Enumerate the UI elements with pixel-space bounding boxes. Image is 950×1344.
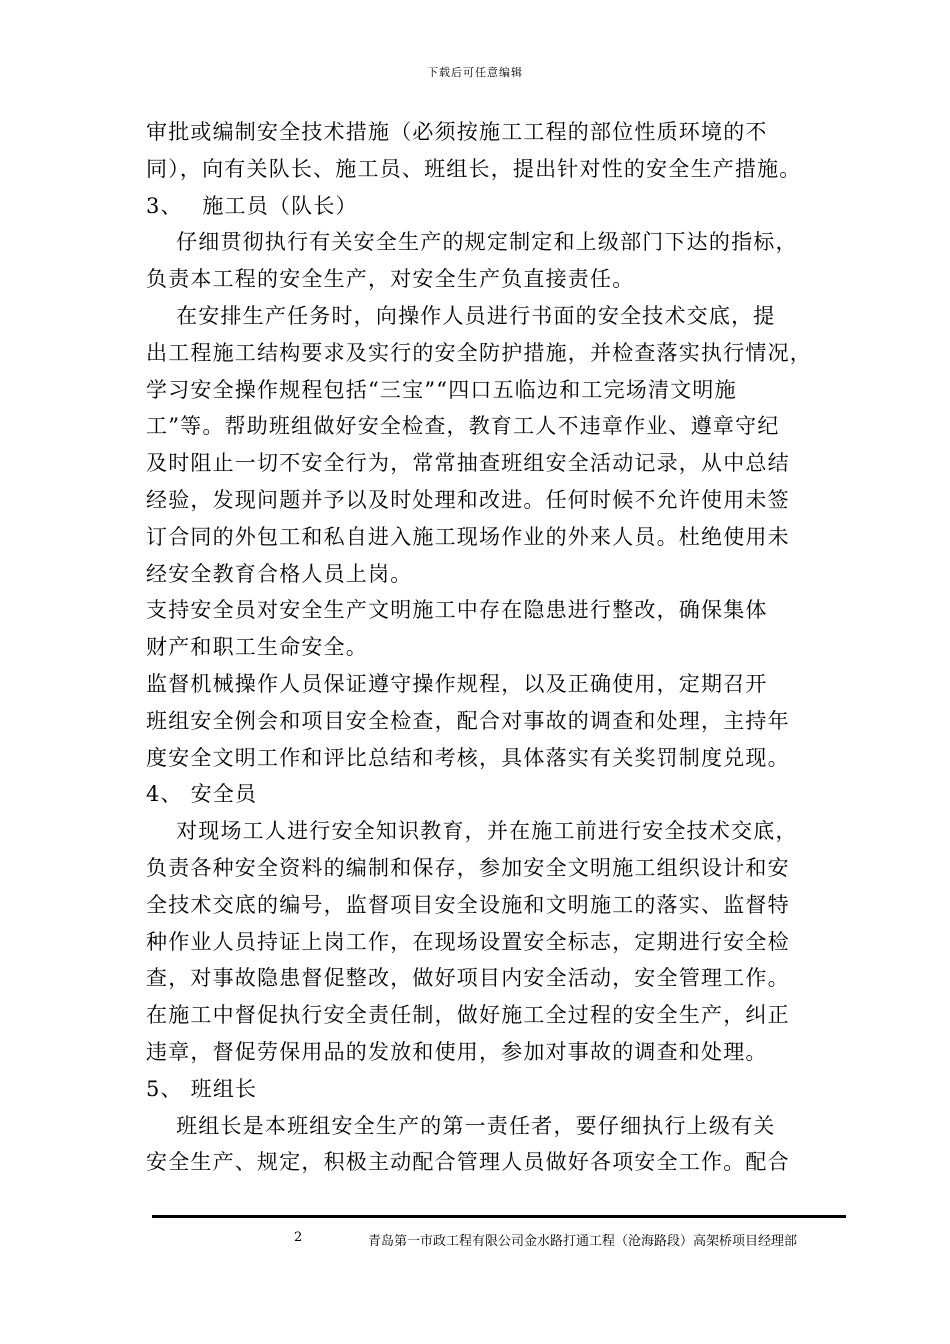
text-line: 对现场工人进行安全知识教育，并在施工前进行安全技术交底， xyxy=(146,819,798,844)
section-heading: 4、 安全员 xyxy=(146,782,258,807)
text-line: 负责本工程的安全生产，对安全生产负直接责任。 xyxy=(146,267,635,292)
text-line: 全技术交底的编号，监督项目安全设施和文明施工的落实、监督特 xyxy=(146,892,790,917)
text-line: 在施工中督促执行安全责任制，做好施工全过程的安全生产，纠正 xyxy=(146,1003,790,1028)
page-number: 2 xyxy=(294,1230,303,1245)
section-heading: 5、 班组长 xyxy=(146,1076,258,1101)
text-line: 种作业人员持证上岗工作，在现场设置安全标志，定期进行安全检 xyxy=(146,929,790,954)
document-body xyxy=(146,114,812,1181)
text-line: 审批或编制安全技术措施（必须按施工工程的部位性质环境的不 xyxy=(146,120,768,144)
footer-divider xyxy=(152,1215,846,1218)
text-line: 同），向有关队长、施工员、班组长，提出针对性的安全生产措施。 xyxy=(146,156,802,181)
text-line: 工”等。帮助班组做好安全检查，教育工人不违章作业、遵章守纪 xyxy=(146,414,780,439)
text-line: 支持安全员对安全生产文明施工中存在隐患进行整改，确保集体 xyxy=(146,598,768,623)
text-line: 出工程施工结构要求及实行的安全防护措施，并检查落实执行情况， xyxy=(146,340,812,365)
text-line: 仔细贯彻执行有关安全生产的规定制定和上级部门下达的指标， xyxy=(146,230,798,255)
text-line: 负责各种安全资料的编制和保存，参加安全文明施工组织设计和安 xyxy=(146,855,790,880)
text-line: 班组安全例会和项目安全检查，配合对事故的调查和处理，主持年 xyxy=(146,708,790,733)
text-line: 安全生产、规定，积极主动配合管理人员做好各项安全工作。配合 xyxy=(146,1150,790,1175)
text-line: 经验，发现问题并予以及时处理和改进。任何时候不允许使用未签 xyxy=(146,487,790,512)
section-heading: 3、 施工员（队长） xyxy=(146,193,358,218)
text-line: 监督机械操作人员保证遵守操作规程，以及正确使用，定期召开 xyxy=(146,671,768,696)
text-line: 订合同的外包工和私自进入施工现场作业的外来人员。杜绝使用未 xyxy=(146,524,790,549)
text-line: 学习安全操作规程包括“三宝”“四口五临边和工完场清文明施 xyxy=(146,377,737,402)
header-note: 下载后可任意编辑 xyxy=(427,66,523,79)
text-line: 查，对事故隐患督促整改，做好项目内安全活动，安全管理工作。 xyxy=(146,966,790,991)
text-line: 在安排生产任务时，向操作人员进行书面的安全技术交底，提 xyxy=(146,303,776,328)
text-line: 违章，督促劳保用品的发放和使用，参加对事故的调查和处理。 xyxy=(146,1039,768,1064)
footer-organization: 青岛第一市政工程有限公司金水路打通工程（沧海路段）高架桥项目经理部 xyxy=(368,1234,798,1249)
text-line: 度安全文明工作和评比总结和考核，具体落实有关奖罚制度兑现。 xyxy=(146,745,790,770)
text-line: 财产和职工生命安全。 xyxy=(146,635,368,660)
text-line: 及时阻止一切不安全行为，常常抽查班组安全活动记录，从中总结 xyxy=(146,451,790,476)
text-line: 班组长是本班组安全生产的第一责任者，要仔细执行上级有关 xyxy=(146,1113,776,1138)
text-line: 经安全教育合格人员上岗。 xyxy=(146,561,413,586)
